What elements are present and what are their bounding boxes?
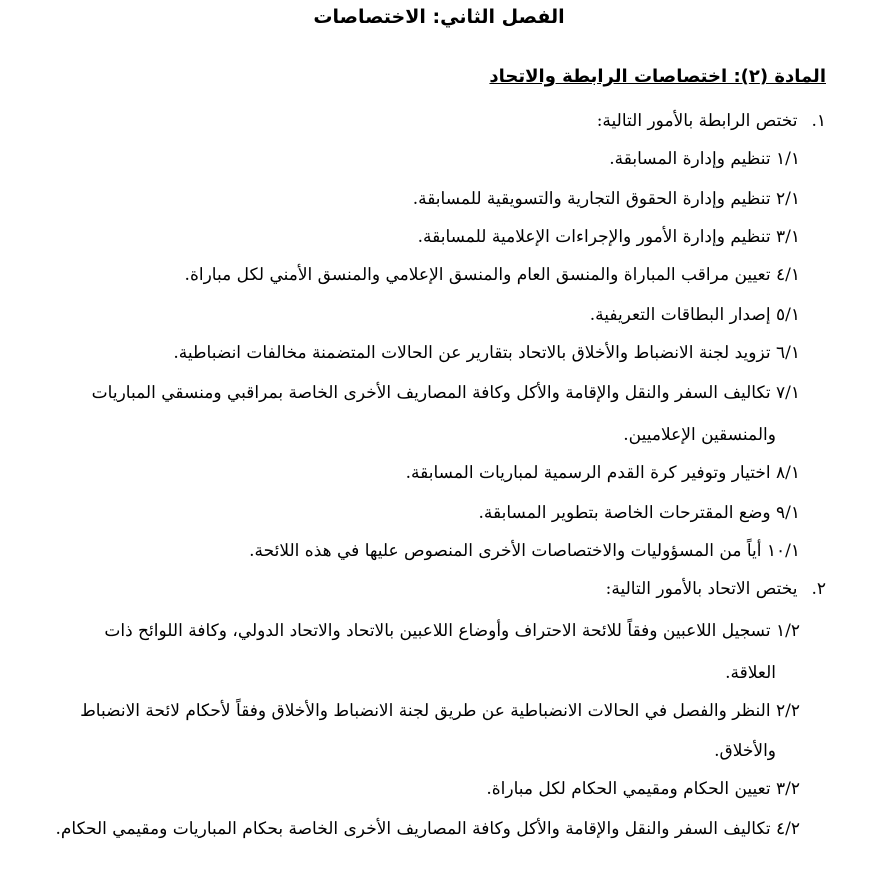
list-item xyxy=(70,382,800,404)
item-number: ١/١ xyxy=(776,149,800,169)
item-number: ١٠/١ xyxy=(766,541,800,561)
item-number: ٥/١ xyxy=(776,305,800,325)
section-1-heading xyxy=(597,110,826,132)
item-number: ٩/١ xyxy=(776,503,800,523)
item-text: تكاليف السفر والنقل والإقامة والأكل وكافة المصاريف الأخرى الخاصة بمراقبي ومنسقي المباريات xyxy=(91,383,771,403)
item-number: ٢/١ xyxy=(776,189,800,209)
list-item xyxy=(249,540,800,562)
list-item xyxy=(479,502,800,524)
item-text: تعيين مراقب المباراة والمنسق العام والمنسق الإعلامي والمنسق الأمني لكل مباراة. xyxy=(184,265,771,285)
list-item xyxy=(56,818,801,840)
list-item xyxy=(173,342,800,364)
item-text: تنظيم وإدارة الحقوق التجارية والتسويقية للمسابقة. xyxy=(412,189,771,209)
item-text: وضع المقترحات الخاصة بتطوير المسابقة. xyxy=(478,503,771,523)
list-item xyxy=(406,462,800,484)
section-1-text: تختص الرابطة بالأمور التالية: xyxy=(596,111,798,131)
list-item xyxy=(590,304,800,326)
list-item xyxy=(418,226,800,248)
item-text: تسجيل اللاعبين وفقاً للائحة الاحتراف وأوضاع اللاعبين بالاتحاد والاتحاد الدولي، وكافة اللوائح ذات xyxy=(104,621,771,641)
item-text: أياً من المسؤوليات والاختصاصات الأخرى المنصوص عليها في هذه اللائحة. xyxy=(249,541,762,561)
item-text: تكاليف السفر والنقل والإقامة والأكل وكافة المصاريف الأخرى الخاصة بحكام المباريات ومقيمي الحكام. xyxy=(55,819,771,839)
item-text: النظر والفصل في الحالات الانضباطية عن طريق لجنة الانضباط والأخلاق وفقاً لأحكام لائحة الانضباط xyxy=(80,701,771,721)
list-item xyxy=(70,620,800,642)
item-number: ٧/١ xyxy=(776,383,800,403)
item-number: ٨/١ xyxy=(776,463,800,483)
item-text: اختيار وتوفير كرة القدم الرسمية لمباريات المسابقة. xyxy=(405,463,771,483)
section-1-number: ١. xyxy=(811,111,826,131)
list-item xyxy=(609,148,800,170)
item-number: ٢/٢ xyxy=(776,701,800,721)
item-text: تنظيم وإدارة المسابقة. xyxy=(609,149,771,169)
list-item xyxy=(413,188,800,210)
chapter-title: الفصل الثاني: الاختصاصات xyxy=(313,6,565,28)
section-2-number: ٢. xyxy=(811,579,826,599)
item-continuation: العلاقة. xyxy=(725,663,776,683)
list-item xyxy=(486,778,800,800)
item-number: ١/٢ xyxy=(776,621,800,641)
item-text: إصدار البطاقات التعريفية. xyxy=(589,305,771,325)
list-item xyxy=(185,264,800,286)
item-text: تزويد لجنة الانضباط والأخلاق بالاتحاد بتقارير عن الحالات المتضمنة مخالفات انضباطية. xyxy=(173,343,771,363)
item-text: تعيين الحكام ومقيمي الحكام لكل مباراة. xyxy=(486,779,771,799)
item-number: ٤/٢ xyxy=(776,819,800,839)
item-continuation: والمنسقين الإعلاميين. xyxy=(623,425,776,445)
item-number: ٤/١ xyxy=(776,265,800,285)
item-number: ٦/١ xyxy=(776,343,800,363)
item-text: تنظيم وإدارة الأمور والإجراءات الإعلامية للمسابقة. xyxy=(417,227,771,247)
section-2-heading xyxy=(606,578,826,600)
item-continuation: والأخلاق. xyxy=(714,741,776,761)
section-2-text: يختص الاتحاد بالأمور التالية: xyxy=(605,579,798,599)
article-title: المادة (٢): اختصاصات الرابطة والاتحاد xyxy=(489,66,826,87)
item-number: ٣/١ xyxy=(776,227,800,247)
list-item xyxy=(70,700,800,722)
item-number: ٣/٢ xyxy=(776,779,800,799)
